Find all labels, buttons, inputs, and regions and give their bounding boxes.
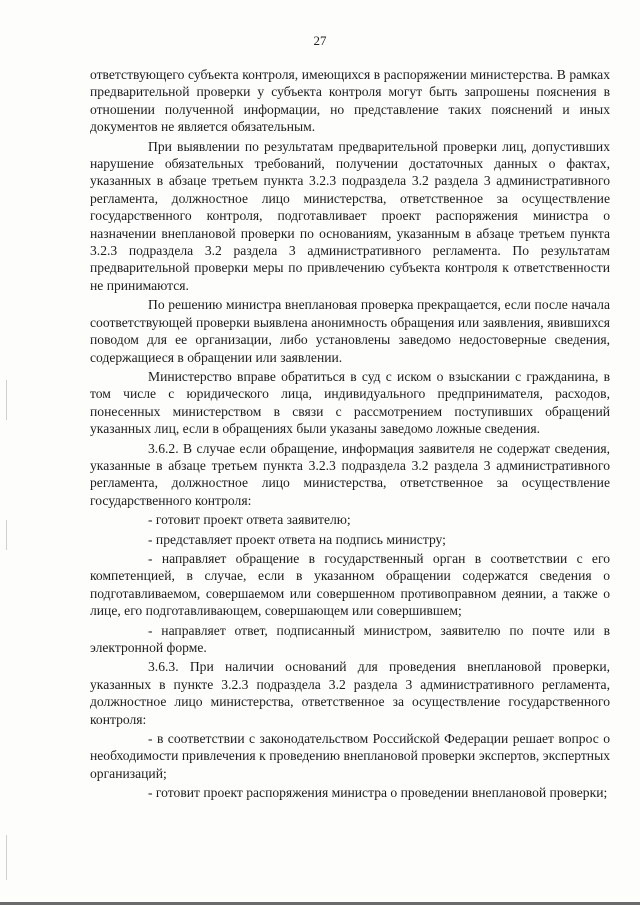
paragraph-preliminary-check-results: При выявлении по результатам предварительной проверки лиц, допустивших нарушение обязательных требований, получении достаточных данных о фактах, указанных в абзаце третьем пункта 3.2.3 подраздела 3.2 раздела 3 административного регламента, должностное лицо министерства, ответственное за осуществление государственного контроля, подготавливает проект распоряжения министра о назначении внеплановой проверки по основаниям, указанным в абзаце третьем пункта 3.2.3 подраздела 3.2 раздела 3 административного регламента. По результатам предварительной проверки меры по привлечению субъекта контроля к ответственности не принимаются.: [90, 138, 610, 293]
scan-artifact-mark: [6, 520, 7, 550]
document-body: [90, 66, 610, 804]
paragraph-continuation: ответствующего субъекта контроля, имеющихся в распоряжении министерства. В рамках предварительной проверки у субъекта контроля могут быть запрошены пояснения в отношении полученной информации, но представление таких пояснений и иных документов не является обязательным.: [90, 67, 610, 135]
paragraph-clause-3-6-2: 3.6.2. В случае если обращение, информация заявителя не содержат сведения, указанные в абзаце третьем пункта 3.2.3 подраздела 3.2 раздела 3 административного регламента, должностное лицо министерства, ответственное за осуществление государственного контроля:: [90, 440, 610, 508]
list-item: - направляет обращение в государственный орган в соответствии с его компетенцией, в случае, если в указанном обращении содержатся сведения о подготавливаемом, совершаемом или совершенном противоправном деянии, а также о лице, его подготавливающем, совершающем или совершившем;: [90, 550, 610, 619]
paragraph-clause-3-6-3: 3.6.3. При наличии оснований для проведения внеплановой проверки, указанных в пункте 3.2.3 подраздела 3.2 раздела 3 административного регламента, должностное лицо министерства, ответственное за осуществление государственного контроля:: [90, 659, 610, 727]
scan-artifact-mark: [6, 835, 7, 880]
list-item: - готовит проект распоряжения министра о проведении внеплановой проверки;: [148, 785, 608, 801]
list-item: - представляет проект ответа на подпись министру;: [148, 531, 446, 547]
scan-artifact-mark: [6, 380, 7, 420]
list-item: - готовит проект ответа заявителю;: [148, 512, 351, 528]
list-item: - направляет ответ, подписанный министром, заявителю по почте или в электронной форме.: [90, 622, 610, 655]
list-item: - в соответствии с законодательством Российской Федерации решает вопрос о необходимости привлечения к проведению внеплановой проверки экспертов, экспертных организаций;: [90, 731, 610, 781]
page-number: 27: [313, 33, 327, 48]
paragraph-court-claim: Министерство вправе обратиться в суд с иском о взыскании с гражданина, в том числе с юридического лица, индивидуального предпринимателя, расходов, понесенных министерством в связи с рассмотрением поступивших обращений указанных лиц, если в обращениях были указаны заведомо ложные сведения.: [90, 368, 610, 437]
paragraph-inspection-termination: По решению министра внеплановая проверка прекращается, если после начала соответствующей проверки выявлена анонимность обращения или заявления, явившихся поводом для ее организации, либо установлены заведомо недостоверные сведения, содержащиеся в обращении или заявлении.: [90, 297, 610, 365]
